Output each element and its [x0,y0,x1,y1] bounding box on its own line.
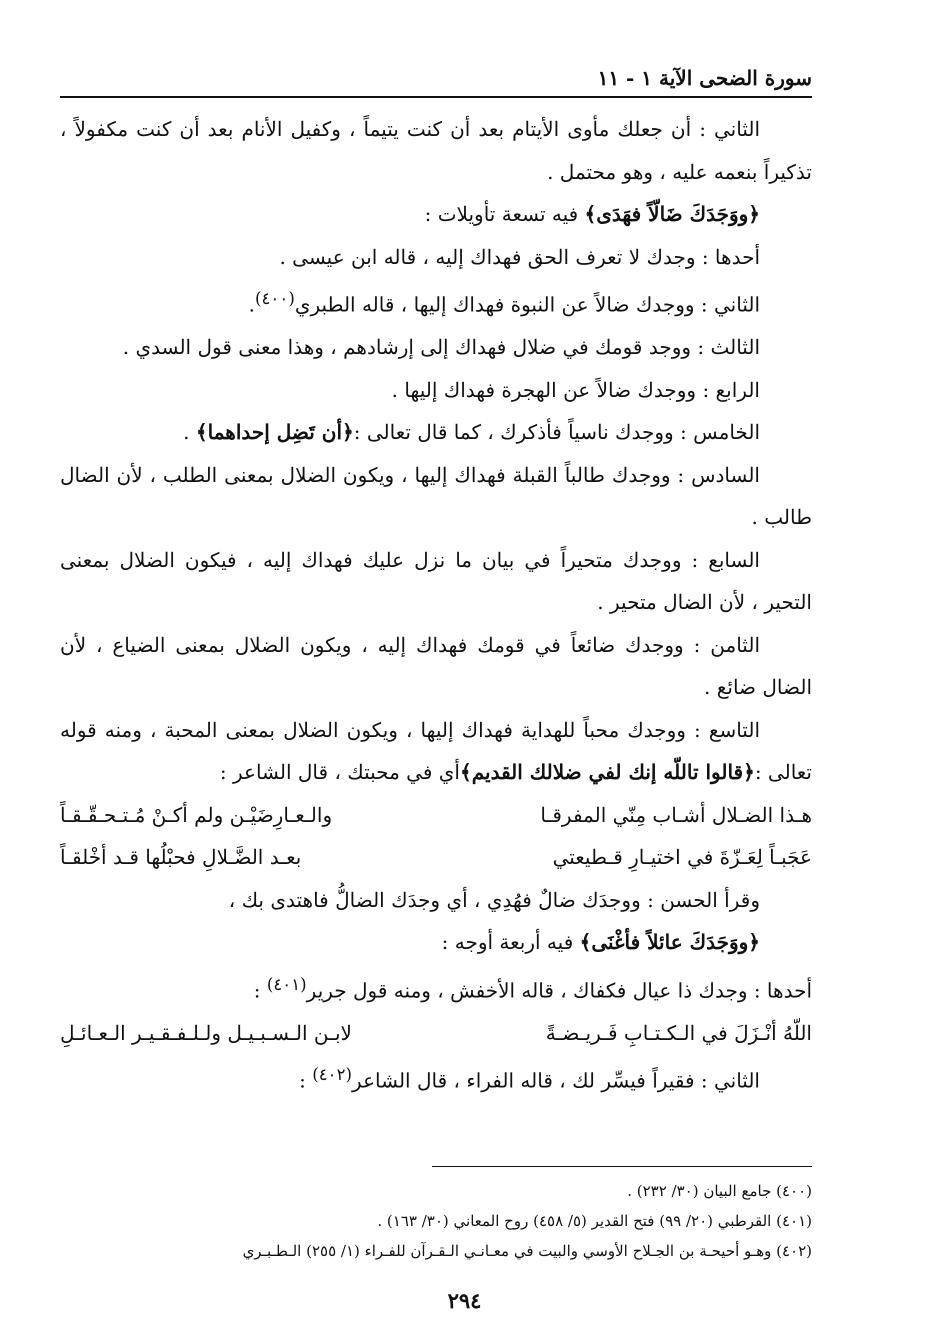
paragraph-third: الثالث : ووجد قومك في ضلال فهداك إلى إرشادهم ، وهذا معنى قول السدي . [122,335,760,360]
paragraph-first: أحدها : وجدك لا تعرف الحق فهداك إليه ، قاله ابن عيسى . [279,244,760,269]
footnotes [60,1176,812,1266]
paragraph-second-meaning: الثاني : أن جعلك مأوى الأيتام بعد أن كنت يتيماً ، وكفيل الأنام بعد أن كنت مكفولاً ، تذكيراً بنعمه عليه ، وهو محتمل . [60,117,812,184]
paragraph-sixth: السادس : ووجدك طالباً القبلة فهداك إليها ، ويكون الضلال بمعنى الطلب ، لأن الضال طالب . [60,462,812,530]
footnote-402: (٤٠٢) وهـو أحيحـة بن الجـلاح الأوسي والبيت في معـانـي الـقـرآن للفـراء (١/ ٢٥٥) الـطـبـري [242,1242,812,1260]
quran-verse: ﴿أن تَضِل إحداهما﴾ [195,420,354,445]
paragraph-ninth: التاسع : ووجدك محباً للهداية فهداك إليها ، ويكون الضلال بمعنى المحبة ، ومنه قوله تعالى :﴿قالوا تاللّه إنك لفي ضلالك القديم﴾أي في محبتك ، قال الشاعر : [60,717,812,785]
footnote-401: (٤٠١) القرطبي (٢٠/ ٩٩) فتح القدير (٥/ ٤٥٨) روح المعاني (٣٠/ ١٦٣) . [377,1212,812,1230]
verse-left-hemistich: والـعـارِضَيْـن ولم أكـنْ مُـتـحـقّـقـاً [60,802,333,827]
poem-verse-2 [60,836,812,879]
paragraph-fourth: الرابع : ووجدك ضالاً عن الهجرة فهداك إليها . [391,377,760,402]
footnote-ref-402: (٤٠٢) [312,1065,353,1085]
verse-left-hemistich: بعـد الضَّـلالِ فحبْلُها قـد أخْلقـاً [60,845,302,870]
footnote-ref-400: (٤٠٠) [254,289,295,308]
paragraph-first-2: أحدها : وجدك ذا عيال فكفاك ، قاله الأخفش ، ومنه قول جرير$^{(٤٠١)}$ : [253,974,812,1003]
header-title: سورة الضحى الآية ١ - ١١ [597,66,812,90]
verse-right-hemistich: اللّهُ أنْـزَلَ في الـكـتـابِ فَـريـضـةً [545,1020,812,1045]
paragraph-second-2: الثاني : فقيراً فيسِّر لك ، قاله الفراء ، قال الشاعر$^{(٤٠٢)}$ : [299,1065,760,1093]
paragraph-verse-heading: ﴿ووَجَدَكَ ضَالّاً فهَدَى﴾ فيه تسعة تأويلات : [424,202,760,226]
quran-verse: ﴿ووَجَدَكَ ضَالّاً فهَدَى﴾ [584,202,760,226]
paragraph-verse-heading-2: ﴿ووَجَدَكَ عائلاً فأغْنَى﴾ فيه أربعة أوجه : [441,930,760,955]
paragraph-seventh: السابع : ووجدك متحيراً في بيان ما نزل عليك فهداك إليه ، فيكون الضلال بمعنى التحير ، لأن الضال متحير . [60,547,812,615]
header-rule [60,96,812,98]
quran-verse: ﴿ووَجَدَكَ عائلاً فأغْنَى﴾ [579,930,760,955]
quran-verse: ﴿قالوا تاللّه إنك لفي ضلالك القديم﴾ [459,760,755,785]
page-number: ٢٩٤ [447,1288,482,1313]
poem-verse-1 [60,794,812,837]
paragraph-second: الثاني : ووجدك ضالاً عن النبوة فهداك إليها ، قاله الطبري$^{(٤٠٠)}$. [248,289,760,317]
main-text [60,108,812,1102]
verse-right-hemistich: عَجَبـاً لِعَـزّةَ في اختيـارِ قـطيعتي [552,845,812,870]
paragraph-hasan-reading: وقرأ الحسن : ووجدَك ضالٌ فهُدِي ، أي وجدَك الضالُّ فاهتدى بك ، [228,887,760,912]
poem-verse-3 [60,1012,812,1055]
footnote-separator [432,1166,812,1167]
footnote-ref-401: (٤٠١) [266,974,307,994]
paragraph-fifth: الخامس : ووجدك ناسياً فأذكرك ، كما قال تعالى :﴿أن تَضِل إحداهما﴾ . [183,420,760,445]
footnote-400: (٤٠٠) جامع البيان (٣٠/ ٢٣٢) . [627,1182,812,1200]
verse-left-hemistich: لابـن الـسـبـيـل ولـلـفـقـيـر الـعـائـلِ [60,1020,352,1045]
paragraph-eighth: الثامن : ووجدك ضائعاً في قومك فهداك إليه ، ويكون الضلال بمعنى الضياع ، لأن الضال ضائع . [60,632,812,700]
running-header [60,62,812,94]
verse-right-hemistich: هـذا الضـلال أشـاب مِنّي المفرقـا [540,802,812,827]
